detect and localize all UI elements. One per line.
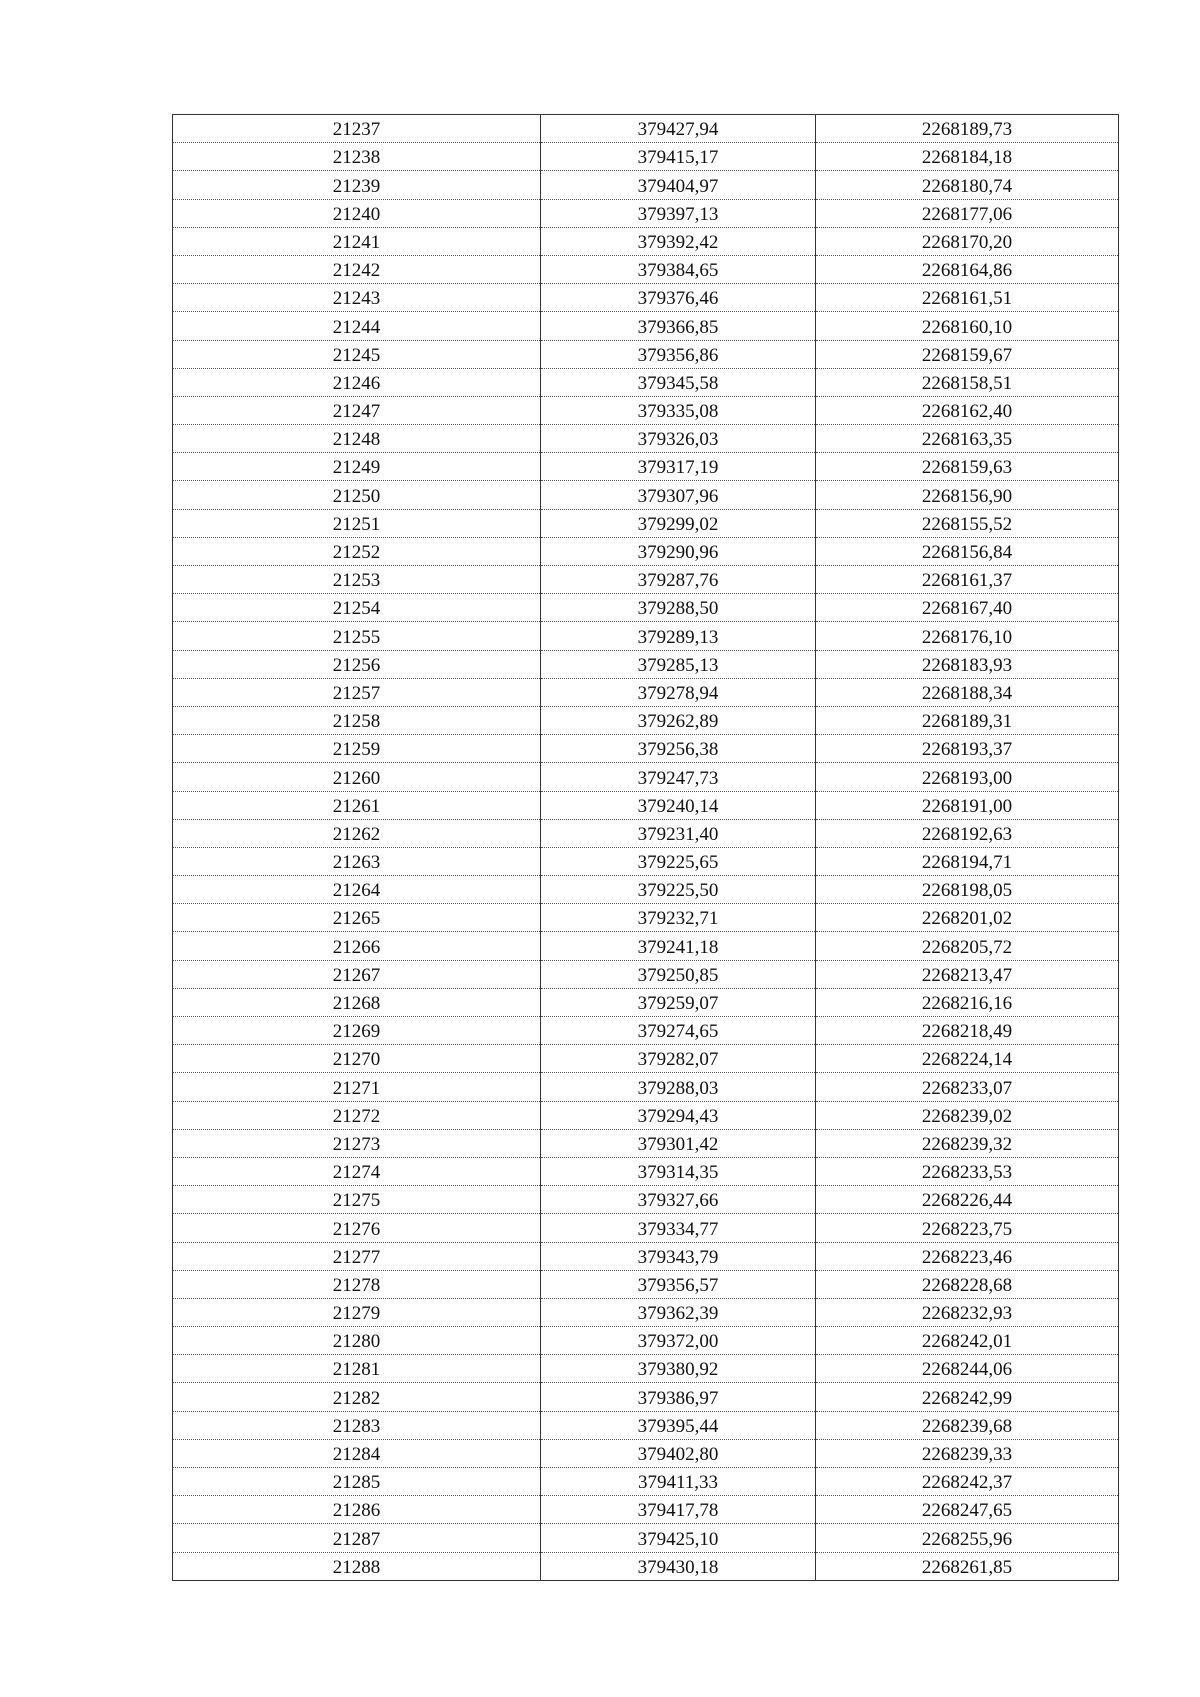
- x-coordinate-cell: 379241,18: [541, 932, 816, 960]
- point-number-cell: 21270: [173, 1045, 541, 1073]
- x-coordinate-cell: 379259,07: [541, 988, 816, 1016]
- point-number-cell: 21278: [173, 1270, 541, 1298]
- y-coordinate-cell: 2268163,35: [816, 425, 1119, 453]
- table-row: [173, 1157, 1119, 1185]
- point-number-cell: 21288: [173, 1552, 541, 1580]
- x-coordinate-cell: 379335,08: [541, 396, 816, 424]
- table-row: [173, 1552, 1119, 1580]
- table-row: [173, 1298, 1119, 1326]
- x-coordinate-cell: 379307,96: [541, 481, 816, 509]
- table-row: [173, 1214, 1119, 1242]
- x-coordinate-cell: 379274,65: [541, 1017, 816, 1045]
- point-number-cell: 21244: [173, 312, 541, 340]
- table-row: [173, 1270, 1119, 1298]
- x-coordinate-cell: 379225,50: [541, 876, 816, 904]
- point-number-cell: 21261: [173, 791, 541, 819]
- table-row: [173, 115, 1119, 143]
- point-number-cell: 21262: [173, 819, 541, 847]
- y-coordinate-cell: 2268183,93: [816, 650, 1119, 678]
- point-number-cell: 21259: [173, 735, 541, 763]
- table-row: [173, 876, 1119, 904]
- point-number-cell: 21269: [173, 1017, 541, 1045]
- point-number-cell: 21258: [173, 706, 541, 734]
- x-coordinate-cell: 379314,35: [541, 1157, 816, 1185]
- point-number-cell: 21280: [173, 1327, 541, 1355]
- x-coordinate-cell: 379343,79: [541, 1242, 816, 1270]
- y-coordinate-cell: 2268223,75: [816, 1214, 1119, 1242]
- y-coordinate-cell: 2268193,00: [816, 763, 1119, 791]
- point-number-cell: 21277: [173, 1242, 541, 1270]
- table-row: [173, 199, 1119, 227]
- point-number-cell: 21250: [173, 481, 541, 509]
- y-coordinate-cell: 2268194,71: [816, 847, 1119, 875]
- table-row: [173, 1017, 1119, 1045]
- point-number-cell: 21260: [173, 763, 541, 791]
- point-number-cell: 21267: [173, 960, 541, 988]
- y-coordinate-cell: 2268213,47: [816, 960, 1119, 988]
- point-number-cell: 21255: [173, 622, 541, 650]
- x-coordinate-cell: 379372,00: [541, 1327, 816, 1355]
- y-coordinate-cell: 2268261,85: [816, 1552, 1119, 1580]
- x-coordinate-cell: 379327,66: [541, 1186, 816, 1214]
- point-number-cell: 21238: [173, 143, 541, 171]
- point-number-cell: 21240: [173, 199, 541, 227]
- point-number-cell: 21279: [173, 1298, 541, 1326]
- y-coordinate-cell: 2268233,07: [816, 1073, 1119, 1101]
- y-coordinate-cell: 2268164,86: [816, 255, 1119, 283]
- table-row: [173, 1411, 1119, 1439]
- point-number-cell: 21247: [173, 396, 541, 424]
- point-number-cell: 21241: [173, 227, 541, 255]
- y-coordinate-cell: 2268244,06: [816, 1355, 1119, 1383]
- y-coordinate-cell: 2268159,67: [816, 340, 1119, 368]
- table-row: [173, 706, 1119, 734]
- y-coordinate-cell: 2268189,73: [816, 115, 1119, 143]
- point-number-cell: 21246: [173, 368, 541, 396]
- coordinates-table-body: [173, 115, 1119, 1581]
- table-row: [173, 988, 1119, 1016]
- point-number-cell: 21265: [173, 904, 541, 932]
- table-row: [173, 566, 1119, 594]
- table-row: [173, 509, 1119, 537]
- y-coordinate-cell: 2268233,53: [816, 1157, 1119, 1185]
- x-coordinate-cell: 379301,42: [541, 1129, 816, 1157]
- table-row: [173, 904, 1119, 932]
- table-row: [173, 1383, 1119, 1411]
- y-coordinate-cell: 2268201,02: [816, 904, 1119, 932]
- y-coordinate-cell: 2268198,05: [816, 876, 1119, 904]
- table-row: [173, 1496, 1119, 1524]
- x-coordinate-cell: 379415,17: [541, 143, 816, 171]
- x-coordinate-cell: 379282,07: [541, 1045, 816, 1073]
- point-number-cell: 21273: [173, 1129, 541, 1157]
- table-row: [173, 1524, 1119, 1552]
- table-row: [173, 1355, 1119, 1383]
- x-coordinate-cell: 379425,10: [541, 1524, 816, 1552]
- x-coordinate-cell: 379334,77: [541, 1214, 816, 1242]
- table-row: [173, 1327, 1119, 1355]
- y-coordinate-cell: 2268176,10: [816, 622, 1119, 650]
- table-row: [173, 847, 1119, 875]
- point-number-cell: 21239: [173, 171, 541, 199]
- y-coordinate-cell: 2268192,63: [816, 819, 1119, 847]
- y-coordinate-cell: 2268216,16: [816, 988, 1119, 1016]
- table-row: [173, 284, 1119, 312]
- y-coordinate-cell: 2268159,63: [816, 453, 1119, 481]
- table-row: [173, 312, 1119, 340]
- x-coordinate-cell: 379317,19: [541, 453, 816, 481]
- table-row: [173, 340, 1119, 368]
- table-row: [173, 481, 1119, 509]
- y-coordinate-cell: 2268156,90: [816, 481, 1119, 509]
- table-row: [173, 255, 1119, 283]
- y-coordinate-cell: 2268218,49: [816, 1017, 1119, 1045]
- table-row: [173, 1186, 1119, 1214]
- x-coordinate-cell: 379232,71: [541, 904, 816, 932]
- x-coordinate-cell: 379294,43: [541, 1101, 816, 1129]
- table-row: [173, 396, 1119, 424]
- x-coordinate-cell: 379404,97: [541, 171, 816, 199]
- x-coordinate-cell: 379247,73: [541, 763, 816, 791]
- x-coordinate-cell: 379402,80: [541, 1439, 816, 1467]
- y-coordinate-cell: 2268239,32: [816, 1129, 1119, 1157]
- y-coordinate-cell: 2268239,02: [816, 1101, 1119, 1129]
- y-coordinate-cell: 2268188,34: [816, 678, 1119, 706]
- point-number-cell: 21272: [173, 1101, 541, 1129]
- y-coordinate-cell: 2268232,93: [816, 1298, 1119, 1326]
- table-row: [173, 171, 1119, 199]
- point-number-cell: 21256: [173, 650, 541, 678]
- y-coordinate-cell: 2268156,84: [816, 537, 1119, 565]
- point-number-cell: 21245: [173, 340, 541, 368]
- table-row: [173, 594, 1119, 622]
- x-coordinate-cell: 379392,42: [541, 227, 816, 255]
- y-coordinate-cell: 2268239,68: [816, 1411, 1119, 1439]
- x-coordinate-cell: 379326,03: [541, 425, 816, 453]
- point-number-cell: 21282: [173, 1383, 541, 1411]
- point-number-cell: 21275: [173, 1186, 541, 1214]
- table-row: [173, 227, 1119, 255]
- x-coordinate-cell: 379397,13: [541, 199, 816, 227]
- x-coordinate-cell: 379417,78: [541, 1496, 816, 1524]
- table-row: [173, 1073, 1119, 1101]
- y-coordinate-cell: 2268184,18: [816, 143, 1119, 171]
- table-row: [173, 425, 1119, 453]
- x-coordinate-cell: 379384,65: [541, 255, 816, 283]
- point-number-cell: 21251: [173, 509, 541, 537]
- x-coordinate-cell: 379262,89: [541, 706, 816, 734]
- y-coordinate-cell: 2268226,44: [816, 1186, 1119, 1214]
- x-coordinate-cell: 379427,94: [541, 115, 816, 143]
- y-coordinate-cell: 2268239,33: [816, 1439, 1119, 1467]
- x-coordinate-cell: 379395,44: [541, 1411, 816, 1439]
- point-number-cell: 21287: [173, 1524, 541, 1552]
- y-coordinate-cell: 2268255,96: [816, 1524, 1119, 1552]
- x-coordinate-cell: 379250,85: [541, 960, 816, 988]
- x-coordinate-cell: 379290,96: [541, 537, 816, 565]
- y-coordinate-cell: 2268205,72: [816, 932, 1119, 960]
- x-coordinate-cell: 379386,97: [541, 1383, 816, 1411]
- table-row: [173, 1242, 1119, 1270]
- x-coordinate-cell: 379231,40: [541, 819, 816, 847]
- table-row: [173, 1129, 1119, 1157]
- x-coordinate-cell: 379287,76: [541, 566, 816, 594]
- x-coordinate-cell: 379240,14: [541, 791, 816, 819]
- table-row: [173, 819, 1119, 847]
- x-coordinate-cell: 379299,02: [541, 509, 816, 537]
- y-coordinate-cell: 2268247,65: [816, 1496, 1119, 1524]
- x-coordinate-cell: 379288,03: [541, 1073, 816, 1101]
- table-row: [173, 453, 1119, 481]
- table-row: [173, 791, 1119, 819]
- point-number-cell: 21271: [173, 1073, 541, 1101]
- coordinates-table: [172, 114, 1119, 1581]
- point-number-cell: 21274: [173, 1157, 541, 1185]
- table-row: [173, 735, 1119, 763]
- table-row: [173, 1045, 1119, 1073]
- point-number-cell: 21285: [173, 1468, 541, 1496]
- x-coordinate-cell: 379289,13: [541, 622, 816, 650]
- table-row: [173, 143, 1119, 171]
- x-coordinate-cell: 379356,57: [541, 1270, 816, 1298]
- y-coordinate-cell: 2268161,51: [816, 284, 1119, 312]
- table-row: [173, 960, 1119, 988]
- x-coordinate-cell: 379366,85: [541, 312, 816, 340]
- y-coordinate-cell: 2268167,40: [816, 594, 1119, 622]
- x-coordinate-cell: 379362,39: [541, 1298, 816, 1326]
- y-coordinate-cell: 2268189,31: [816, 706, 1119, 734]
- y-coordinate-cell: 2268191,00: [816, 791, 1119, 819]
- y-coordinate-cell: 2268162,40: [816, 396, 1119, 424]
- point-number-cell: 21243: [173, 284, 541, 312]
- point-number-cell: 21276: [173, 1214, 541, 1242]
- table-row: [173, 678, 1119, 706]
- point-number-cell: 21283: [173, 1411, 541, 1439]
- y-coordinate-cell: 2268160,10: [816, 312, 1119, 340]
- x-coordinate-cell: 379380,92: [541, 1355, 816, 1383]
- x-coordinate-cell: 379430,18: [541, 1552, 816, 1580]
- table-row: [173, 1468, 1119, 1496]
- y-coordinate-cell: 2268170,20: [816, 227, 1119, 255]
- y-coordinate-cell: 2268158,51: [816, 368, 1119, 396]
- table-row: [173, 537, 1119, 565]
- point-number-cell: 21254: [173, 594, 541, 622]
- x-coordinate-cell: 379345,58: [541, 368, 816, 396]
- point-number-cell: 21268: [173, 988, 541, 1016]
- point-number-cell: 21286: [173, 1496, 541, 1524]
- y-coordinate-cell: 2268242,01: [816, 1327, 1119, 1355]
- y-coordinate-cell: 2268223,46: [816, 1242, 1119, 1270]
- point-number-cell: 21257: [173, 678, 541, 706]
- x-coordinate-cell: 379356,86: [541, 340, 816, 368]
- point-number-cell: 21252: [173, 537, 541, 565]
- y-coordinate-cell: 2268193,37: [816, 735, 1119, 763]
- point-number-cell: 21249: [173, 453, 541, 481]
- point-number-cell: 21263: [173, 847, 541, 875]
- point-number-cell: 21284: [173, 1439, 541, 1467]
- point-number-cell: 21237: [173, 115, 541, 143]
- x-coordinate-cell: 379285,13: [541, 650, 816, 678]
- x-coordinate-cell: 379376,46: [541, 284, 816, 312]
- y-coordinate-cell: 2268155,52: [816, 509, 1119, 537]
- table-row: [173, 932, 1119, 960]
- point-number-cell: 21253: [173, 566, 541, 594]
- y-coordinate-cell: 2268161,37: [816, 566, 1119, 594]
- point-number-cell: 21264: [173, 876, 541, 904]
- x-coordinate-cell: 379278,94: [541, 678, 816, 706]
- point-number-cell: 21248: [173, 425, 541, 453]
- y-coordinate-cell: 2268228,68: [816, 1270, 1119, 1298]
- table-row: [173, 763, 1119, 791]
- table-row: [173, 368, 1119, 396]
- point-number-cell: 21242: [173, 255, 541, 283]
- point-number-cell: 21281: [173, 1355, 541, 1383]
- y-coordinate-cell: 2268224,14: [816, 1045, 1119, 1073]
- x-coordinate-cell: 379225,65: [541, 847, 816, 875]
- table-row: [173, 1439, 1119, 1467]
- y-coordinate-cell: 2268242,37: [816, 1468, 1119, 1496]
- x-coordinate-cell: 379288,50: [541, 594, 816, 622]
- y-coordinate-cell: 2268180,74: [816, 171, 1119, 199]
- table-row: [173, 622, 1119, 650]
- point-number-cell: 21266: [173, 932, 541, 960]
- y-coordinate-cell: 2268177,06: [816, 199, 1119, 227]
- x-coordinate-cell: 379411,33: [541, 1468, 816, 1496]
- y-coordinate-cell: 2268242,99: [816, 1383, 1119, 1411]
- table-row: [173, 1101, 1119, 1129]
- x-coordinate-cell: 379256,38: [541, 735, 816, 763]
- table-row: [173, 650, 1119, 678]
